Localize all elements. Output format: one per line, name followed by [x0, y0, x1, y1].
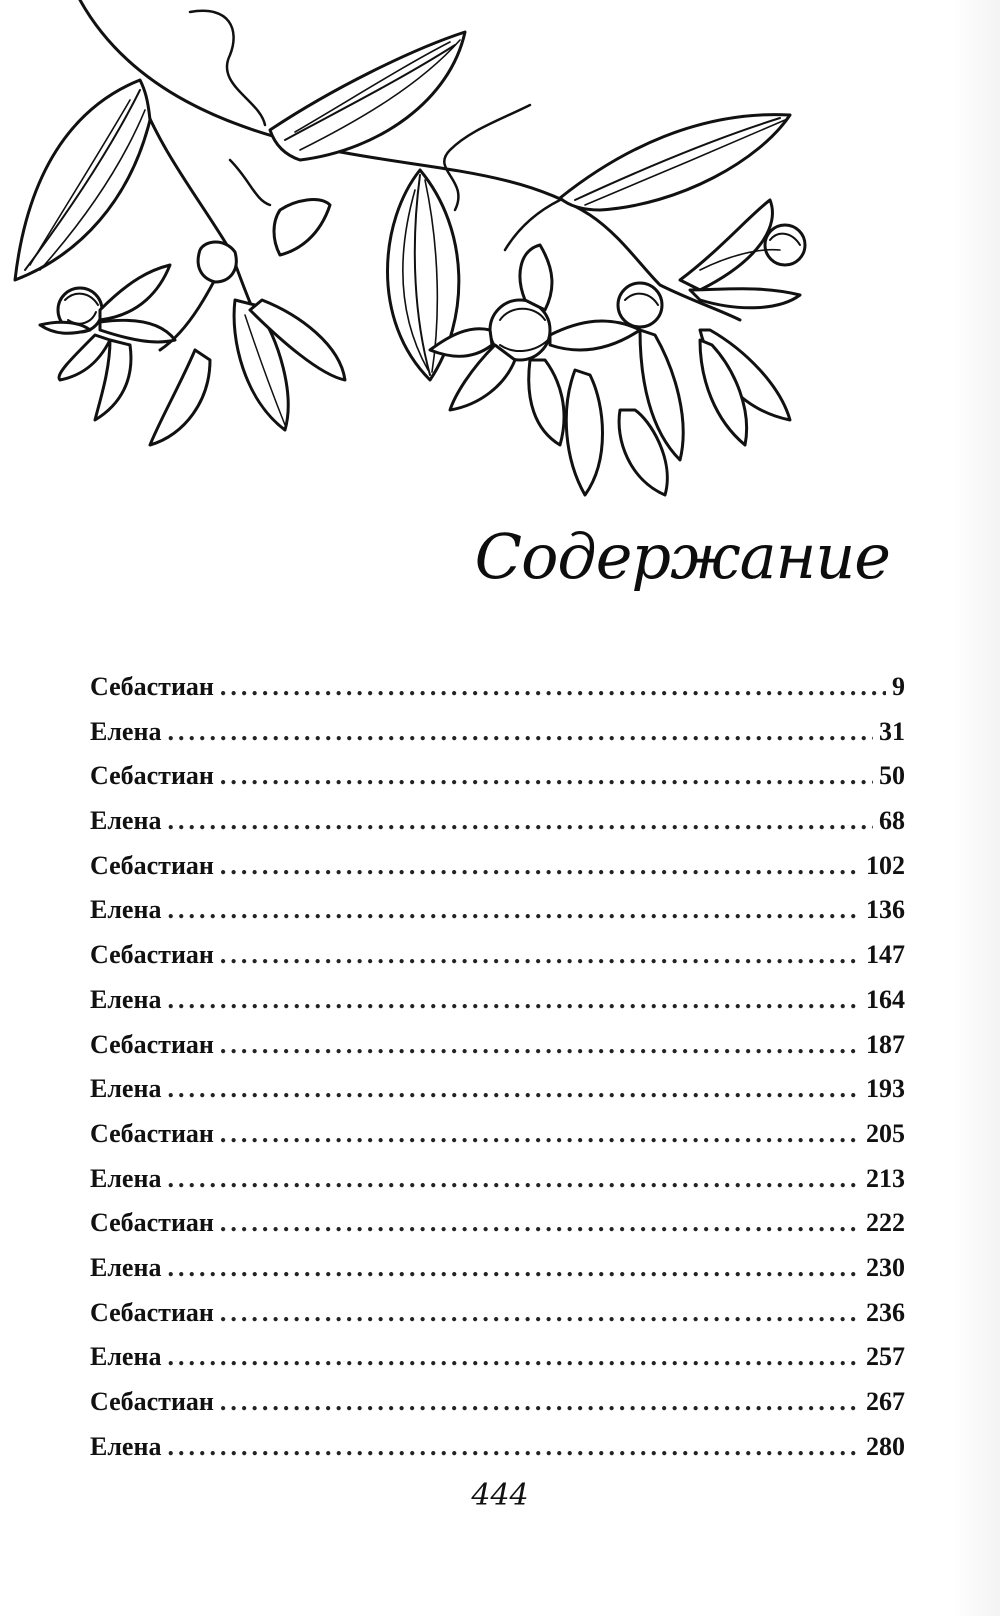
toc-entry-page: 222 — [866, 1208, 905, 1238]
toc-entry-page: 280 — [866, 1431, 905, 1461]
toc-leader-dots — [167, 710, 873, 755]
toc-entry-name: Елена — [90, 1252, 162, 1282]
toc-entry-name: Себастиан — [90, 1208, 214, 1238]
toc-entry-name: Елена — [90, 1074, 162, 1104]
toc-entry-page: 205 — [866, 1118, 905, 1148]
toc-entry-name: Елена — [90, 1342, 162, 1372]
toc-leader-dots — [167, 799, 873, 844]
toc-entry[interactable] — [90, 1112, 905, 1157]
toc-entry-page: 136 — [866, 895, 905, 925]
toc-entry[interactable] — [90, 844, 905, 889]
toc-entry-name: Елена — [90, 716, 162, 746]
toc-entry[interactable] — [90, 754, 905, 799]
toc-leader-dots — [220, 1112, 860, 1157]
table-of-contents — [90, 665, 905, 1469]
toc-entry-name: Себастиан — [90, 1029, 214, 1059]
toc-leader-dots — [220, 1291, 860, 1336]
toc-entry[interactable] — [90, 1335, 905, 1380]
toc-entry-name: Елена — [90, 1431, 162, 1461]
toc-entry[interactable] — [90, 665, 905, 710]
toc-entry-page: 68 — [879, 806, 905, 836]
toc-leader-dots — [167, 888, 860, 933]
toc-entry-page: 31 — [879, 716, 905, 746]
toc-entry-page: 193 — [866, 1074, 905, 1104]
toc-entry-name: Себастиан — [90, 761, 214, 791]
toc-entry-page: 267 — [866, 1387, 905, 1416]
toc-entry[interactable] — [90, 1246, 905, 1291]
toc-entry-name: Себастиан — [90, 1297, 214, 1327]
toc-entry-name: Себастиан — [90, 1118, 214, 1148]
toc-entry-page: 213 — [866, 1163, 905, 1193]
toc-entry[interactable] — [90, 1380, 905, 1425]
page-number: 444 — [471, 1478, 529, 1513]
toc-entry[interactable] — [90, 1425, 905, 1470]
toc-leader-dots — [167, 1425, 860, 1470]
toc-entry-page: 187 — [866, 1029, 905, 1059]
toc-entry-page: 102 — [866, 850, 905, 880]
page-edge-shadow — [952, 0, 1000, 1616]
toc-entry[interactable] — [90, 1201, 905, 1246]
toc-entry-page: 236 — [866, 1297, 905, 1327]
toc-leader-dots — [220, 933, 860, 978]
toc-entry-page: 164 — [866, 984, 905, 1014]
toc-entry-page: 257 — [866, 1342, 905, 1372]
toc-entry-page: 147 — [866, 940, 905, 970]
toc-entry-name: Себастиан — [90, 940, 214, 970]
toc-leader-dots — [167, 978, 860, 1023]
toc-entry[interactable] — [90, 888, 905, 933]
page-title: Содержание — [474, 520, 890, 593]
toc-entry[interactable] — [90, 933, 905, 978]
toc-leader-dots — [220, 1023, 860, 1068]
toc-entry-name: Елена — [90, 1163, 162, 1193]
toc-entry-page: 50 — [879, 761, 905, 791]
toc-entry[interactable] — [90, 978, 905, 1023]
toc-entry[interactable] — [90, 799, 905, 844]
toc-entry[interactable] — [90, 1067, 905, 1112]
toc-entry-name: Елена — [90, 895, 162, 925]
toc-leader-dots — [167, 1157, 860, 1202]
toc-leader-dots — [220, 844, 860, 889]
toc-leader-dots — [167, 1335, 860, 1380]
toc-entry[interactable] — [90, 710, 905, 755]
toc-entry-name: Елена — [90, 984, 162, 1014]
toc-entry[interactable] — [90, 1291, 905, 1336]
toc-entry-name: Себастиан — [90, 850, 214, 880]
toc-leader-dots — [167, 1067, 860, 1112]
toc-leader-dots — [220, 1201, 860, 1246]
toc-entry-name: Себастиан — [90, 1387, 214, 1416]
toc-entry-page: 230 — [866, 1252, 905, 1282]
toc-entry-name: Елена — [90, 806, 162, 836]
toc-entry[interactable] — [90, 1157, 905, 1202]
toc-leader-dots — [220, 1380, 860, 1425]
toc-leader-dots — [167, 1246, 860, 1291]
toc-leader-dots — [220, 754, 873, 799]
toc-leader-dots — [220, 665, 886, 710]
toc-entry-page: 9 — [892, 672, 905, 701]
toc-entry[interactable] — [90, 1023, 905, 1068]
toc-entry-name: Себастиан — [90, 672, 214, 701]
vanilla-orchid-branch-illustration — [0, 0, 860, 530]
